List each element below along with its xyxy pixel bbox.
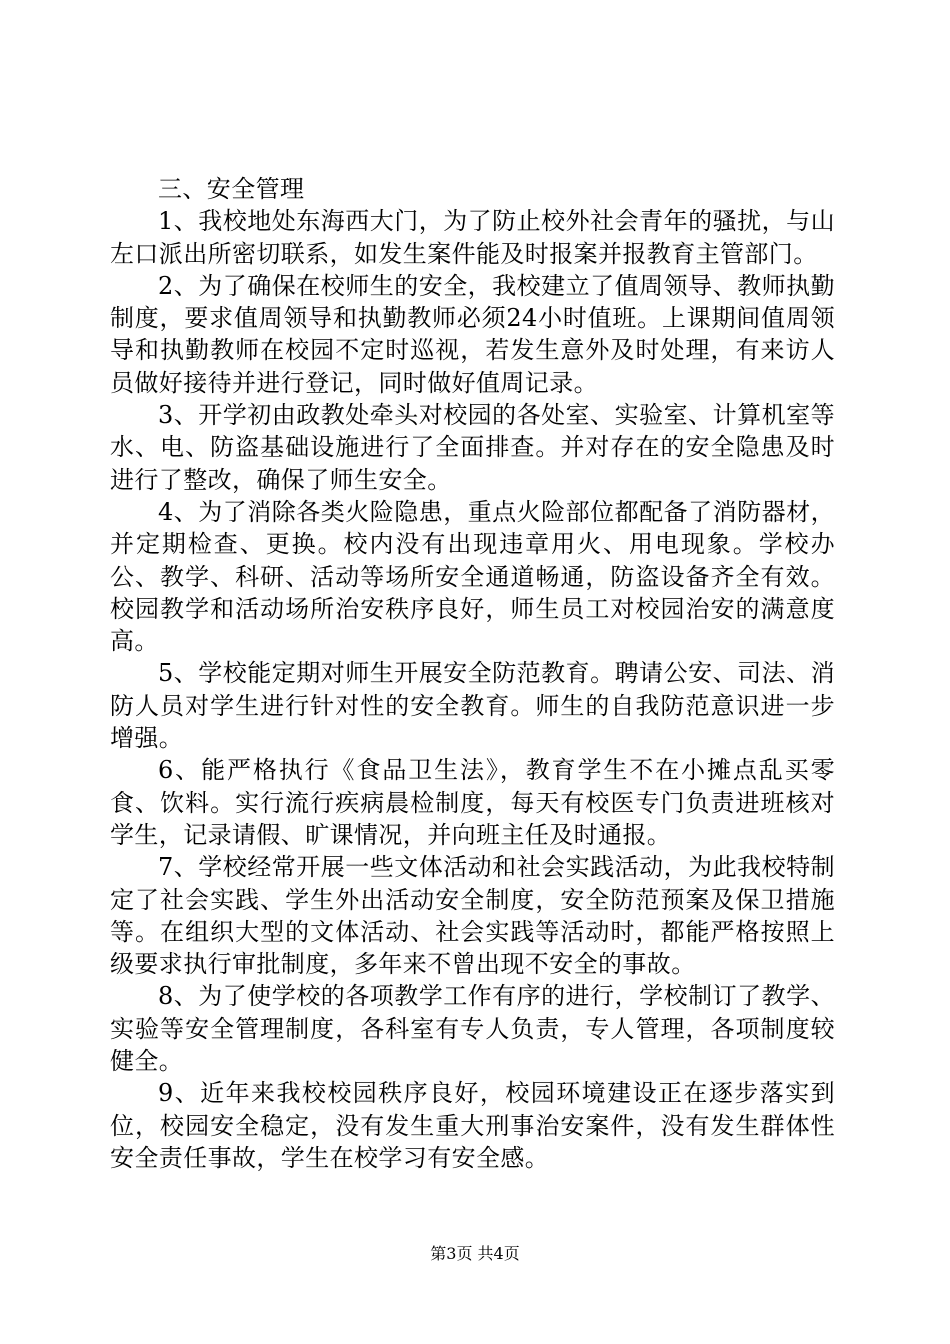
page-footer: 第3页 共4页 [430,1244,520,1263]
paragraph-6: 6、能严格执行《食品卫生法》，教育学生不在小摊点乱买零食、饮料。实行流行疾病晨检制度，每天有校医专门负责进班核对学生，记录请假、旷课情况，并向班主任及时通报。 [110,756,835,849]
paragraph-8: 8、为了使学校的各项教学工作有序的进行，学校制订了教学、实验等安全管理制度，各科室有专人负责，专人管理，各项制度较健全。 [110,982,835,1076]
document-body [110,173,835,1174]
paragraph-5: 5、学校能定期对师生开展安全防范教育。聘请公安、司法、消防人员对学生进行针对性的安全教育。师生的自我防范意识进一步增强。 [110,659,835,753]
paragraph-4: 4、为了消除各类火险隐患，重点火险部位都配备了消防器材，并定期检查、更换。校内没有出现违章用火、用电现象。学校办公、教学、科研、活动等场所安全通道畅通，防盗设备齐全有效。校园教学和活动场所治安秩序良好，师生员工对校园治安的满意度高。 [110,497,835,656]
paragraph-3: 3、开学初由政教处牵头对校园的各处室、实验室、计算机室等水、电、防盗基础设施进行了全面排查。并对存在的安全隐患及时进行了整改，确保了师生安全。 [110,401,835,494]
paragraph-2: 2、为了确保在校师生的安全，我校建立了值周领导、教师执勤制度，要求值周领导和执勤教师必须24小时值班。上课期间值周领导和执勤教师在校园不定时巡视，若发生意外及时处理，有来访人员做好接待并进行登记，同时做好值周记录。 [110,271,835,397]
paragraph-9: 9、近年来我校校园秩序良好，校园环境建设正在逐步落实到位，校园安全稳定，没有发生重大刑事治安案件，没有发生群体性安全责任事故，学生在校学习有安全感。 [110,1079,835,1172]
paragraph-7: 7、学校经常开展一些文体活动和社会实践活动，为此我校特制定了社会实践、学生外出活动安全制度，安全防范预案及保卫措施等。在组织大型的文体活动、社会实践等活动时，都能严格按照上级要求执行审批制度，多年来不曾出现不安全的事故。 [110,853,835,979]
paragraph-1: 1、我校地处东海西大门，为了防止校外社会青年的骚扰，与山左口派出所密切联系，如发生案件能及时报案并报教育主管部门。 [110,207,835,268]
section-title: 三、安全管理 [158,175,305,203]
